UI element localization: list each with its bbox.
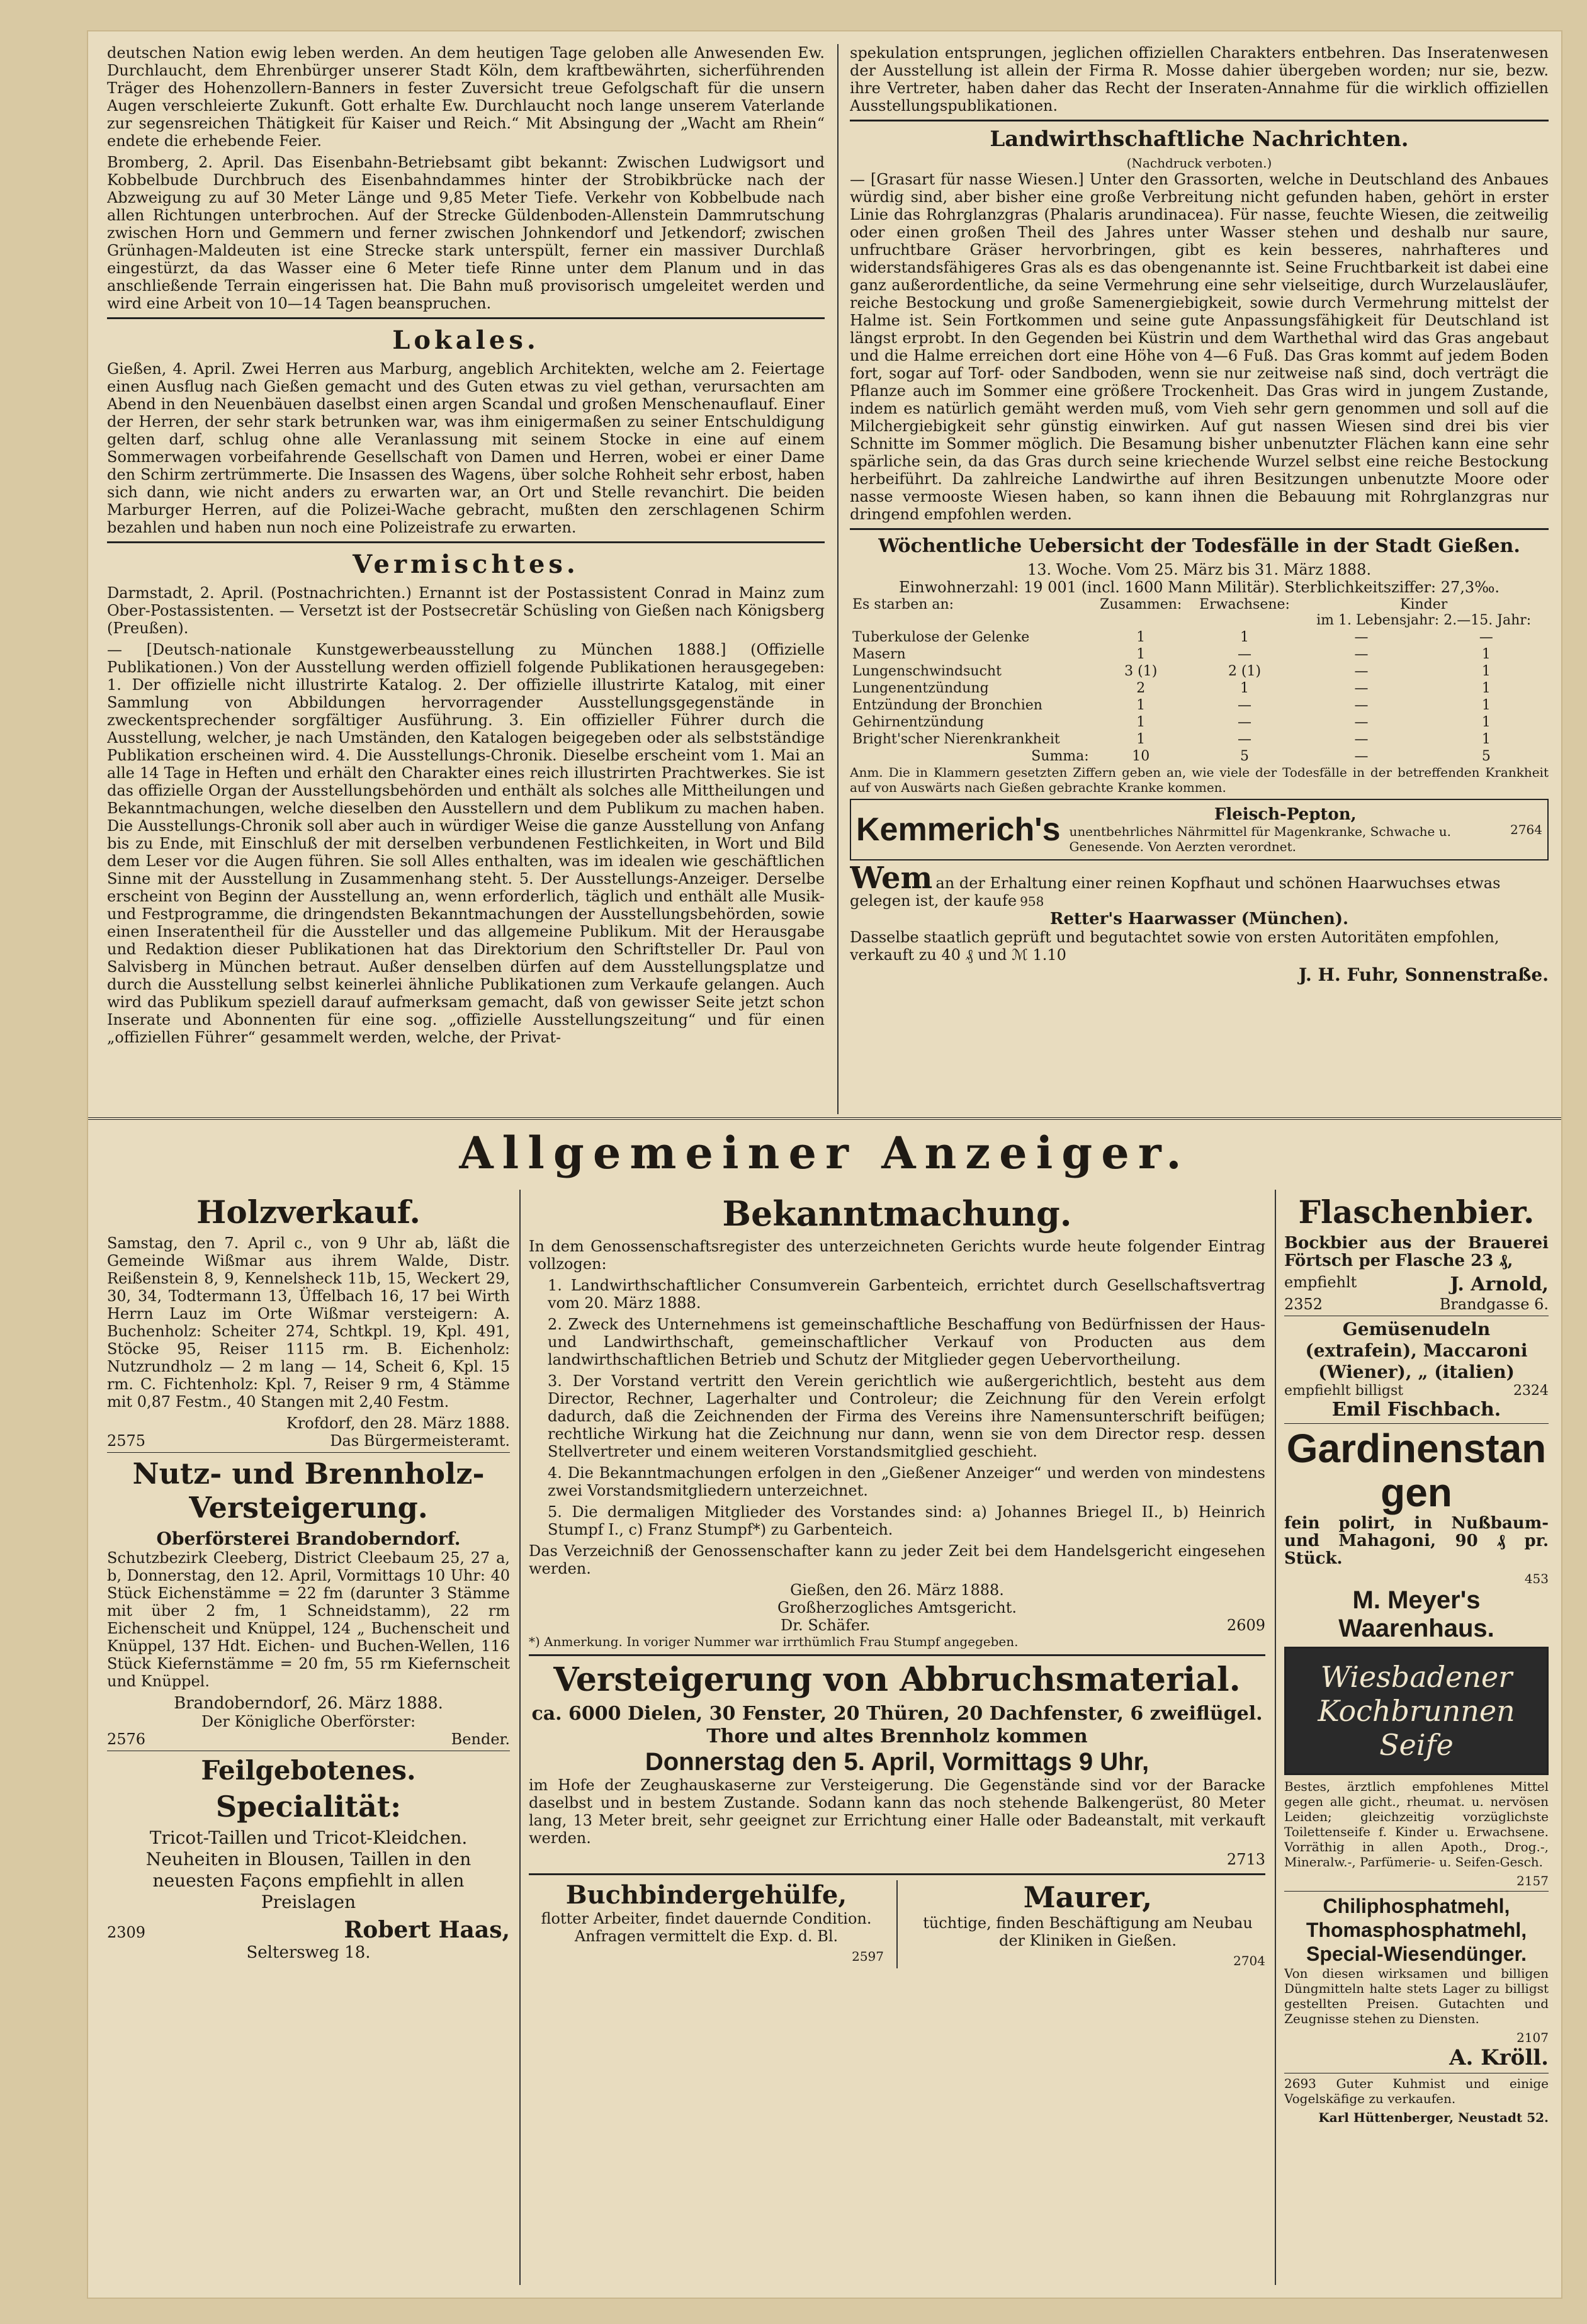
- column-header-k1: im 1. Lebensjahr:: [1316, 612, 1440, 628]
- cell-k1: —: [1354, 731, 1369, 747]
- nutz-sign2: Bender.: [451, 1730, 510, 1748]
- ad-buchbinder: [529, 1880, 884, 1968]
- upper-left-column: [107, 44, 825, 1102]
- gem-seller: Emil Fischbach.: [1331, 1399, 1501, 1421]
- bekanntmachung-title: Bekanntmachung.: [722, 1193, 1072, 1234]
- divider: [529, 1654, 1265, 1656]
- ad-number: 2764: [1510, 822, 1542, 837]
- cell-k2: 1: [1481, 680, 1491, 696]
- gem-footer: [1284, 1383, 1549, 1399]
- abbruch-items: ca. 6000 Dielen, 30 Fenster, 20 Thüren, 20 Dachfenster, 6 zweiflügel. Thore und altes Brennholz kommen: [531, 1703, 1263, 1747]
- cell-k1: —: [1354, 646, 1369, 662]
- bekannt-item: 5. Die dermaligen Mitglieder des Vorstandes sind: a) Johannes Briegel II., b) Heinrich Stumpf I., c) Franz Stumpf*) zu Garbenteich.: [548, 1503, 1265, 1538]
- bekannt-footer: [529, 1616, 1265, 1634]
- bekannt-court: Großherzogliches Amtsgericht.: [777, 1599, 1017, 1616]
- cell-adult: —: [1238, 646, 1252, 662]
- bekannt-place: Gießen, den 26. März 1888.: [790, 1581, 1004, 1599]
- stats-heading: Wöchentliche Uebersicht der Todesfälle in der Stadt Gießen.: [878, 535, 1520, 557]
- cell-k2: 1: [1481, 697, 1491, 713]
- ad-number: 2352: [1284, 1295, 1323, 1313]
- holz-footer: [107, 1432, 510, 1450]
- table-row: [850, 680, 1549, 697]
- reprint-note: (Nachdruck verboten.): [1126, 155, 1272, 171]
- cell-cause: Bright'scher Nierenkrankheit: [852, 731, 1060, 747]
- divider: [107, 541, 825, 543]
- table-body: [850, 629, 1549, 748]
- column-header: Erwachsene:: [1199, 597, 1290, 612]
- abbruch-date: Donnerstag den 5. April, Vormittags 9 Uhr,: [645, 1748, 1149, 1776]
- table-row: [850, 629, 1549, 646]
- feil-text: Tricot-Taillen und Tricot-Kleidchen. Neuheiten in Blousen, Taillen in den neuesten Façons empfiehlt in allen Preislagen: [145, 1827, 472, 1912]
- column-rule: [519, 1190, 521, 2285]
- cell-cause: Entzündung der Bronchien: [852, 697, 1042, 713]
- kemmerich-brand: Kemmerich's: [856, 811, 1061, 848]
- cell-adult: 1: [1240, 680, 1250, 696]
- wem-word: Wem: [850, 860, 933, 896]
- article-continuation: spekulation entsprungen, jeglichen offiziellen Charakters entbehren. Das Inseratenwesen der Ausstellung ist allein der Firma R. Mosse dahier übergeben worden; nur sie, bezw. ihre Vertreter, haben daher das Recht der Inseraten-Annahme für die wirklich offiziellen Ausstellungspublikationen.: [850, 44, 1549, 115]
- nutz-title: Nutz- und Brennholz-Versteigerung.: [132, 1457, 485, 1525]
- ad-retter: [850, 860, 1549, 985]
- cell-k1: —: [1354, 629, 1369, 645]
- stats-note: Anm. Die in Klammern gesetzten Ziffern geben an, wie viele der Todesfälle in der betreffenden Krankheit auf von Auswärts nach Gießen gebrachte Kranke kommen.: [850, 765, 1549, 795]
- bekannt-intro: In dem Genossenschaftsregister des unterzeichneten Gerichts wurde heute folgender Eintrag vollzogen:: [529, 1238, 1265, 1273]
- seife-logo: Wiesbadener Kochbrunnen Seife: [1284, 1647, 1549, 1775]
- bekannt-sign: Dr. Schäfer.: [781, 1616, 871, 1634]
- cell-k2: 1: [1481, 663, 1491, 679]
- dung-seller: A. Kröll.: [1449, 2045, 1549, 2070]
- wem-seller: J. H. Fuhr, Sonnenstraße.: [1298, 964, 1549, 985]
- cell-cause: Gehirnentzündung: [852, 714, 984, 730]
- bekannt-item: 1. Landwirthschaftlicher Consumverein Garbenteich, errichtet durch Gesellschaftsvertrag vom 20. März 1888.: [548, 1277, 1265, 1312]
- bekannt-item: 2. Zweck des Unternehmens ist gemeinschaftliche Beschaffung von Bedürfnissen der Haus- und Landwirthschaft, gemeinschaftlicher Verkauf von Producten aus dem landwirthschaftlichen Betrieb und Schutz der Mitglieder gegen Uebervortheilung.: [548, 1316, 1265, 1368]
- maurer-text: tüchtige, finden Beschäftigung am Neubau der Kliniken in Gießen.: [923, 1914, 1253, 1949]
- article-lokales: Gießen, 4. April. Zwei Herren aus Marburg, angeblich Architekten, welche am 2. Feiertage einen Ausflug nach Gießen gemacht und des Guten etwas zu viel gethan, verursachten am Abend in den Neuenbäuen daselbst einen argen Scandal und großen Menschenauflauf. Einer der Herren, der sehr stark betrunken war, was ihm einigermaßen zu seiner Entschuldigung gelten darf, schlug ohne alle Veranlassung mit seinem Stocke in eine auf einem Sommerwagen vorbeifahrende Gesellschaft von Damen und Herren, wobei er einer Dame den Schirm zertrümmerte. Die Insassen des Wagens, über solche Rohheit sehr erbost, haben sich dann, wie nicht anders zu erwarten war, an Ort und Stelle revanchirt. Die beiden Marburger Herren, auf die Polizei-Wache gebracht, mußten den zerschlagenen Schirm bezahlen und haben nun noch eine Polizeistrafe zu erwarten.: [107, 360, 825, 536]
- gem-emp: empfiehlt billigst: [1284, 1383, 1404, 1399]
- wem-text2: Dasselbe staatlich geprüft und begutachtet sowie von ersten Autoritäten empfohlen, verkauft zu 40 ₰ und ℳ 1.10: [850, 928, 1499, 964]
- flasch-address: Brandgasse 6.: [1439, 1295, 1549, 1313]
- ad-number: 2309: [107, 1924, 146, 1941]
- cell-total: 1: [1136, 731, 1146, 747]
- column-header-k2: 2.—15. Jahr:: [1443, 612, 1532, 628]
- cell-k1: —: [1354, 714, 1369, 730]
- abbruch-text: im Hofe der Zeughauskaserne zur Versteigerung. Die Gegenstände sind vor der Baracke daselbst und in bestem Zustande. Sodann kann das noch stehende Balkengerüst, 80 Meter lang, 13 Meter breit, sehr geeignet zur Errichtung einer Halle oder Badeanstalt, mit verkauft werden.: [529, 1776, 1265, 1847]
- ad-number: 2576: [107, 1730, 146, 1748]
- section-divider: [88, 1117, 1561, 1120]
- ads-column-left: [107, 1190, 510, 2285]
- column-header: Zusammen:: [1100, 597, 1182, 612]
- cell-total: 1: [1136, 714, 1146, 730]
- death-statistics-table: [850, 596, 1549, 765]
- ad-number: 2597: [852, 1949, 884, 1964]
- kemmerich-product: Fleisch-Pepton,: [1214, 805, 1357, 824]
- column-header: Es starben an:: [852, 597, 954, 612]
- divider: [107, 1452, 510, 1453]
- anzeiger-title: Allgemeiner Anzeiger.: [459, 1127, 1190, 1179]
- holz-sign: Das Bürgermeisteramt.: [330, 1432, 510, 1450]
- feil-address: Seltersweg 18.: [246, 1943, 371, 1962]
- table-row: [850, 663, 1549, 680]
- gard-text: fein polirt, in Nußbaum- und Mahagoni, 90 ₰ pr. Stück.: [1284, 1514, 1549, 1568]
- sum-k2: 5: [1481, 748, 1491, 764]
- flasch-footer-1: [1284, 1273, 1549, 1295]
- kuh-seller: Karl Hüttenberger, Neustadt 52.: [1318, 2110, 1549, 2125]
- article-intro: deutschen Nation ewig leben werden. An dem heutigen Tage geloben alle Anwesenden Ew. Durchlaucht, dem Ehrenbürger unserer Stadt Köln, dem kraftbewährten, sicherführenden Träger des Hohenzollern-Banners in fester Zuversicht treue Gefolgschaft für die unsern Augen verschleierte Zukunft. Gott erhalte Ew. Durchlaucht noch lange unserem Vaterlande zur segensreichen Thätigkeit für Kaiser und Reich.“ Mit Absingung der „Wacht am Rhein“ endete die erhebende Feier.: [107, 44, 825, 150]
- cell-cause: Lungenentzündung: [852, 680, 989, 696]
- upper-right-column: [850, 44, 1549, 1114]
- flasch-seller: J. Arnold,: [1450, 1273, 1549, 1295]
- small-ads-row: [529, 1880, 1265, 1968]
- feil-seller: Robert Haas,: [344, 1917, 510, 1943]
- gard-title: Gardinenstangen: [1286, 1426, 1547, 1515]
- kemmerich-body: [1070, 805, 1502, 854]
- feil-footer: [107, 1917, 510, 1943]
- bekannt-outro: Das Verzeichniß der Genossenschafter kann zu jeder Zeit bei dem Handelsgericht eingesehen werden.: [529, 1542, 1265, 1577]
- kuh-text: 2693 Guter Kuhmist und einige Vogelskäfige zu verkaufen.: [1284, 2076, 1549, 2106]
- kemmerich-description: unentbehrliches Nährmittel für Magenkranke, Schwache u. Genesende. Von Aerzten verordnet.: [1069, 824, 1451, 854]
- wem-text: an der Erhaltung einer reinen Kopfhaut und schönen Haarwuchses etwas gelegen ist, der kaufe: [850, 874, 1501, 910]
- seife-text: Bestes, ärztlich empfohlenes Mittel gegen alle gicht., rheumat. u. nervösen Leiden; gleichzeitig vorzüglichste Toilettenseife f. Kinder u. Erwachsene. Vorräthig in allen Apoth., Drog.-, Mineralw.-, Parfümerie- u. Seifen-Gesch.: [1284, 1779, 1549, 1870]
- cell-cause: Tuberkulose der Gelenke: [852, 629, 1030, 645]
- sum-adult: 5: [1240, 748, 1250, 764]
- sum-label: Summa:: [1031, 748, 1089, 764]
- column-rule: [837, 44, 839, 1114]
- table-row: [850, 714, 1549, 731]
- divider: [1284, 1891, 1549, 1892]
- gard-seller: M. Meyer's Waarenhaus.: [1338, 1586, 1494, 1642]
- table-row: [850, 646, 1549, 663]
- cell-cause: Lungenschwindsucht: [852, 663, 1002, 679]
- nutz-place: Brandoberndorf, 26. März 1888.: [174, 1694, 443, 1713]
- table-header-row: [850, 596, 1549, 629]
- wem-product: Retter's Haarwasser (München).: [1049, 910, 1349, 928]
- sum-k1: —: [1354, 748, 1369, 764]
- column-rule: [1275, 1190, 1276, 2285]
- cell-k1: —: [1354, 697, 1369, 713]
- cell-k2: —: [1479, 629, 1493, 645]
- ad-number: 958: [1020, 894, 1044, 909]
- holz-place: Krofdorf, den 28. März 1888.: [286, 1414, 510, 1432]
- cell-adult: 2 (1): [1228, 663, 1262, 679]
- cell-adult: —: [1238, 714, 1252, 730]
- section-heading-landwirthschaft: Landwirthschaftliche Nachrichten.: [990, 127, 1409, 152]
- article-darmstadt: Darmstadt, 2. April. (Postnachrichten.) Ernannt ist der Postassistent Conrad in Mainz zum Ober-Postassistenten. — Versetzt ist der Postsecretär Schüsling von Gießen nach Königsberg (Preußen).: [107, 584, 825, 637]
- table-row: [850, 697, 1549, 714]
- article-ausstellung: — [Deutsch-nationale Kunstgewerbeausstellung zu München 1888.] (Offizielle Publikationen.) Von der Ausstellung werden offiziell folgende Publikationen herausgegeben: 1. Der offizielle nicht illustrirte Katalog. 2. Der offizielle illustrirte Katalog, mit einer Sammlung von Abbildungen hervorragender Ausstellungsgegenstände in zweckentsprechender sorgfältiger Ausführung. 3. Ein offizieller Führer durch die Ausstellung, welcher, je nach Umständen, den Katalogen beigegeben oder als selbstständige Publikation erscheinen wird. 4. Die Ausstellungs-Chronik. Dieselbe erscheint vom 1. Mai an alle 14 Tage in Heften und erhält den Charakter eines reich illustrirten Prachtwerkes. Sie ist das offizielle Organ der Ausstellungsbehörden und enthält als solches alle Mittheilungen und Bekanntmachungen, welche dieselben den Ausstellern und dem Publikum zu machen haben. Die Ausstellungs-Chronik soll aber auch in würdiger Weise die ganze Ausstellung von Anfang bis zu Ende, mit Einschluß der mit derselben verbundenen Festlichkeiten, in Wort und Bild dem Leser vor die Augen führen. Sie soll Alles enthalten, was im idealen wie geschäftlichen Sinne mit der Ausstellung in Zusammenhang steht. 5. Der Ausstellungs-Anzeiger. Derselbe erscheint von Beginn der Ausstellung an, wenn erforderlich, täglich und enthält alle Musik- und Festprogramme, die dringendsten Bekanntmachungen der Ausstellungsbehörden, sowie einen Inseratentheil für die Aussteller und das allgemeine Publikum. Mit der Herausgabe und Redaktion dieser Publikationen hat das Direktorium den Schriftsteller Dr. Paul von Salvisberg in München betraut. Außer denselben dürfen auf dem Ausstellungsplatze und durch die Ausstellung selbst keinerlei ähnliche Publikationen zum Verkaufe gelangen. Auch wird das Publikum speziell darauf aufmerksam gemacht, daß von gewisser Seite jetzt schon Inserate und Abonnenten für eine sog. „offizielle Ausstellungszeitung“ und für einen „offiziellen Führer“ gesammelt werden, welche, der Privat-: [107, 641, 825, 1046]
- article-bromberg: Bromberg, 2. April. Das Eisenbahn-Betriebsamt gibt bekannt: Zwischen Ludwigsort und Kobbelbude Durchbruch des Eisenbahndammes hinter der Strobikbrücke nach der Abzweigung zu auf 30 Meter Länge und 9,85 Meter Tiefe. Verkehr von Kobbelbude nach allen Richtungen unterbrochen. Auf der Strecke Güldenboden-Allenstein Dammrutschung zwischen Horn und Gemmern und ferner zwischen Johnkendorf und Jetkendorf; zwischen Grünhagen-Maldeuten ist eine Strecke stark unterspült, ferner ein massiver Durchlaß eingestürzt, da das Wasser eine 6 Meter tiefe Rinne unter dem Planum und in das anschließende Terrain eingerissen hat. Die Bahn muß provisorisch umgeleitet werden und wird eine Arbeit von 10—14 Tagen beanspruchen.: [107, 154, 825, 312]
- dung-title: Chiliphosphatmehl, Thomasphosphatmehl, Special-Wiesendünger.: [1306, 1895, 1527, 1965]
- ad-number: 2609: [1226, 1616, 1265, 1634]
- column-rule: [896, 1880, 898, 1968]
- cell-cause: Masern: [852, 646, 906, 662]
- dung-text: Von diesen wirksamen und billigen Düngmitteln halte stets Lager zu billigst gestellten Preisen. Gutachten und Zeugnisse stehen zu Diensten.: [1284, 1966, 1549, 2026]
- column-header: [1299, 596, 1549, 629]
- divider: [850, 528, 1549, 530]
- cell-k1: —: [1354, 680, 1369, 696]
- divider: [529, 1873, 1265, 1875]
- cell-k1: —: [1354, 663, 1369, 679]
- sum-total: 10: [1132, 748, 1150, 764]
- holz-title: Holzverkauf.: [196, 1193, 421, 1231]
- ad-number: 2575: [107, 1432, 146, 1450]
- ad-number: 2704: [1233, 1953, 1265, 1968]
- section-heading-lokales: Lokales.: [392, 325, 539, 355]
- flasch-title: Flaschenbier.: [1298, 1193, 1535, 1231]
- bekannt-note: *) Anmerkung. In voriger Nummer war irrthümlich Frau Stumpf angegeben.: [529, 1634, 1019, 1649]
- ad-number: 2107: [1516, 2030, 1549, 2045]
- ad-number: 2324: [1513, 1383, 1549, 1399]
- divider: [1284, 1423, 1549, 1424]
- cell-k2: 1: [1481, 731, 1491, 747]
- table-row: [850, 731, 1549, 748]
- article-grasart: — [Grasart für nasse Wiesen.] Unter den Grassorten, welche in Deutschland des Anbaues würdig sind, aber bisher eine große Verbreitung nicht gefunden haben, gehört in erster Linie das Rohrglanzgras (Phalaris arundinacea). Für nasse, feuchte Wiesen, die zeitweilig oder einen großen Theil des Jahres unter Wasser stehen und deshalb nur saure, unfruchtbare Gräser hervorbringen, gibt es kein besseres, nahrhafteres und widerstandsfähigeres Gras als es das obengenannte ist. Seine Fruchtbarkeit ist dabei eine ganz außerordentliche, da seine Vermehrung eine sehr vielseitige, durch Wurzelausläufer, reiche Bestockung und große Samenergiebigkeit, sowie durch Vermehrung mittelst der Halme ist. Sein Fortkommen und seine gute Anpassungsfähigkeit für Deutschland ist längst erprobt. In den Gegenden bei Küstrin und dem Warthethal wird das Gras angebaut und die Halme erreichen dort eine Höhe von 4—6 Fuß. Das Gras kommt auf jedem Boden fort, sogar auf Torf- oder Sandboden, wenn sie nur zeitweise naß sind, doch verträgt die Pflanze auch im Sommer eine größere Trockenheit. Das Gras wird in jungem Zustande, indem es natürlich gemäht werden muß, vom Vieh sehr gern genommen und soll auf die Milchergiebigkeit sehr günstig einwirken. Auf gut nassen Wiesen sind drei bis vier Schnitte im Sommer möglich. Die Besamung bisher unbenutzter Flächen kann eine sehr spärliche sein, da das Gras durch seine kriechende Wurzel selbst eine reiche Bestockung herbeiführt. Da zahlreiche Landwirthe auf ihren Besitzungen unbenutzte Moore oder nasse vermooste Wiesen haben, so kann ihnen die Bebauung mit Rohrglanzgras nur dringend empfohlen werden.: [850, 171, 1549, 523]
- cell-total: 3 (1): [1124, 663, 1158, 679]
- feil-specialitaet: Specialität:: [215, 1790, 402, 1824]
- ad-number: 453: [1524, 1571, 1549, 1586]
- abbruch-title: Versteigerung von Abbruchsmaterial.: [553, 1661, 1241, 1699]
- cell-k2: 1: [1481, 714, 1491, 730]
- section-heading-vermischtes: Vermischtes.: [353, 550, 579, 579]
- flasch-footer-2: [1284, 1295, 1549, 1313]
- stats-population: Einwohnerzahl: 19 001 (incl. 1600 Mann Militär). Sterblichkeitsziffer: 27,3‰.: [898, 578, 1500, 596]
- cell-total: 2: [1136, 680, 1146, 696]
- flasch-emp: empfiehlt: [1284, 1273, 1357, 1291]
- ad-number: 2713: [1226, 1851, 1265, 1868]
- ads-column-right: [1284, 1190, 1549, 2285]
- ad-kemmerich: [850, 799, 1549, 860]
- buchb-text: flotter Arbeiter, findet dauernde Condition. Anfragen vermittelt die Exp. d. Bl.: [541, 1910, 872, 1945]
- cell-total: 1: [1136, 697, 1146, 713]
- nutz-footer: [107, 1730, 510, 1748]
- bekannt-item: 4. Die Bekanntmachungen erfolgen in den „Gießener Anzeiger“ und werden von mindestens zwei Vorstandsmitgliedern unterzeichnet.: [548, 1464, 1265, 1499]
- kinder-header: Kinder: [1400, 597, 1448, 612]
- maurer-title: Maurer,: [1023, 1880, 1153, 1914]
- cell-adult: —: [1238, 697, 1252, 713]
- divider: [850, 120, 1549, 121]
- divider: [107, 317, 825, 319]
- gem-text: Gemüsenudeln (extrafein), Maccaroni (Wiener), „ (italien): [1305, 1319, 1528, 1382]
- cell-adult: 1: [1240, 629, 1250, 645]
- feil-title: Feilgebotenes.: [201, 1755, 416, 1786]
- ad-number: 2157: [1516, 1873, 1549, 1888]
- ad-maurer: [910, 1880, 1265, 1968]
- cell-total: 1: [1136, 646, 1146, 662]
- bekannt-items: [529, 1277, 1265, 1538]
- nutz-sign1: Der Königliche Oberförster:: [201, 1713, 416, 1730]
- stats-week: 13. Woche. Vom 25. März bis 31. März 1888.: [1027, 561, 1372, 578]
- buchb-title: Buchbindergehülfe,: [565, 1880, 847, 1910]
- cell-total: 1: [1136, 629, 1146, 645]
- newspaper-page: [88, 31, 1561, 2298]
- nutz-office: Oberförsterei Brandoberndorf.: [156, 1528, 461, 1549]
- table-sum-row: [850, 748, 1549, 765]
- nutz-text: Schutzbezirk Cleeberg, District Cleebaum 25, 27 a, b, Donnerstag, den 12. April, Vormittags 10 Uhr: 40 Stück Eichenstämme = 22 fm (darunter 3 Stämme mit über 2 fm, 1 Schneidstamm), 22 rm Eichenscheit und Knüppel, 124 „ Buchenscheit und Knüppel, 137 Hdt. Eichen- und Buchen-Wellen, 116 Stück Kiefernstämme = 20 fm, 55 rm Kiefernscheit und Knüppel.: [107, 1549, 510, 1690]
- holz-text: Samstag, den 7. April c., von 9 Uhr ab, läßt die Gemeinde Wißmar aus ihrem Walde, Distr. Reißenstein 8, 9, Kennelsheck 11b, 15, Weckert 29, 30, 34, Todtermann 13, Üffelbach 16, 17 bei Wirth Herrn Lauz im Orte Wißmar versteigern: A. Buchenholz: Scheiter 274, Schtkpl. 19, Kpl. 491, Stöcke 95, Reiser 1115 rm. B. Eichenholz: Nutzrundholz — 2 m lang — 14, Scheit 6, Kpl. 15 rm. C. Fichtenholz: Kpl. 7, Reiser 9 rm, 4 Stämme mit 0,87 Festm., 40 Stangen mit 2,40 Festm.: [107, 1234, 510, 1411]
- bekannt-item: 3. Der Vorstand vertritt den Verein gerichtlich wie außergerichtlich, besteht aus dem Director, Rechner, Lagerhalter und Controleur; die Zeichnung für den Verein erfolgt dadurch, daß die Zeichnenden der Firma des Vereins ihre Namensunterschrift beifügen; rechtliche Wirkung hat die Zeichnung nur dann, wenn sie von dem Director resp. dessen Stellvertreter und einem weiteren Vorstandsmitglied geschieht.: [548, 1372, 1265, 1460]
- cell-k2: 1: [1481, 646, 1491, 662]
- cell-adult: —: [1238, 731, 1252, 747]
- flasch-text: Bockbier aus der Brauerei Förtsch per Flasche 23 ₰,: [1284, 1234, 1549, 1270]
- ads-column-middle: [529, 1190, 1265, 2285]
